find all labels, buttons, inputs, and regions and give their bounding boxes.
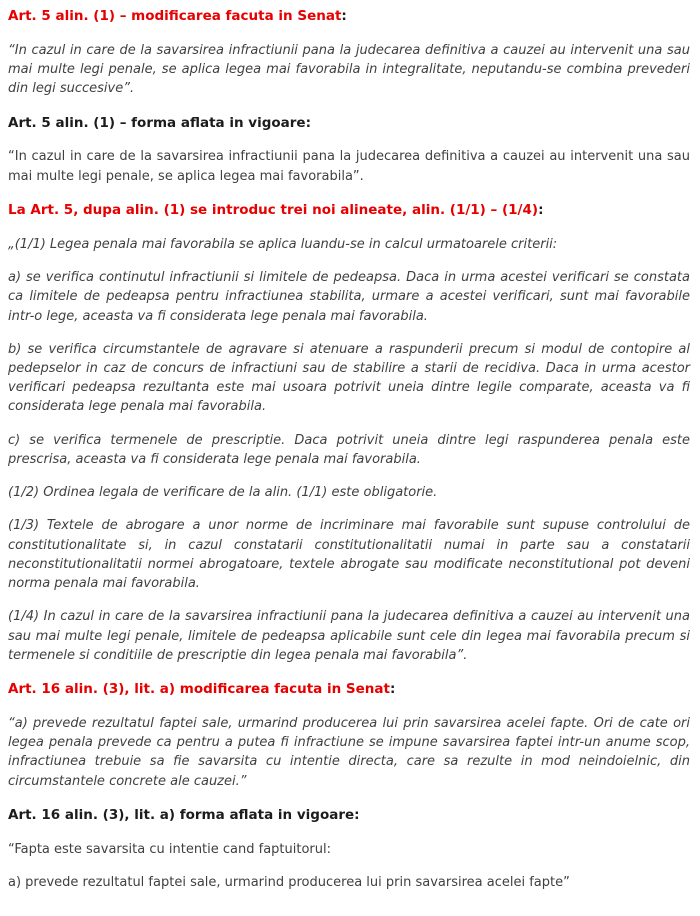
heading-colon: : bbox=[389, 681, 396, 698]
heading-colon: : bbox=[538, 201, 544, 218]
heading-art16-current-form: Art. 16 alin. (3), lit. a) forma aflata in vigoare: bbox=[8, 806, 360, 823]
para-alin-1-1: „(1/1) Legea penala mai favorabila se aplica luandu-se in calcul urmatoarele criterii: bbox=[8, 236, 558, 252]
para-art16-current-intro: “Fapta este savarsita cu intentie cand faptuitorul: bbox=[8, 841, 332, 857]
heading-art5-new-paragraphs bbox=[8, 201, 690, 220]
para-alin-1-3: (1/3) Textele de abrogare a unor norme de incriminare mai favorabile sunt supuse controlului de constitutionalitate si, in cazul constatarii constitutionalitatii numai in parte sau a constatarii neconstitutionalitatii normei abrogatoare, textele abrogate sau modificate neconstitutional pot deveni norma penala mai favorabila. bbox=[8, 518, 690, 592]
para-alin-1-4: (1/4) In cazul in care de la savarsirea infractiunii pana la judecarea definitiva a cauzei au intervenit una sau mai multe legi penale, limitele de pedeapsa aplicabile sunt cele din legea mai favorabila precum si termenele si conditiile de prescriptie din legea penala mai favorabila”. bbox=[8, 609, 690, 663]
para-criterion-c: c) se verifica termenele de prescriptie. Daca potrivit uneia dintre legi raspunderea penala este prescrisa, aceasta va fi considerata lege penala mai favorabila. bbox=[8, 432, 690, 467]
heading-text: Art. 5 alin. (1) – modificarea facuta in Senat bbox=[8, 8, 342, 24]
heading-art5-current-form: Art. 5 alin. (1) – forma aflata in vigoare: bbox=[8, 114, 311, 131]
para-alin-1-2: (1/2) Ordinea legala de verificare de la alin. (1/1) este obligatorie. bbox=[8, 485, 438, 501]
para-criterion-b: b) se verifica circumstantele de agravare si atenuare a raspunderii precum si modul de contopire al pedepselor in caz de concurs de infractiuni sau de stabilire a starii de recidiva. Daca in urma acestor verificari pedeapsa rezultanta este mai usoara potrivit uneia dintre legile comparate, aceasta va fi considerata lege penala mai favorabila. bbox=[8, 341, 690, 415]
heading-art16-senate-amendment bbox=[8, 680, 690, 699]
heading-text: La Art. 5, dupa alin. (1) se introduc trei noi alineate, alin. (1/1) – (1/4) bbox=[8, 201, 539, 218]
para-art16-amended-text: “a) prevede rezultatul faptei sale, urmarind producerea lui prin savarsirea acelei fapte. Ori de cate ori legea penala prevede ca pentru a putea fi infractiune se impune savarsirea faptei intr-un anume scop, infractiunea trebuie sa fie savarsita cu intentie directa, care sa rezulte in mod neindoielnic, din circumstantele concrete ale cauzei.” bbox=[8, 715, 690, 789]
para-art16-current-lit-a: a) prevede rezultatul faptei sale, urmarind producerea lui prin savarsirea acelei fapte” bbox=[8, 875, 570, 891]
para-criterion-a: a) se verifica continutul infractiunii si limitele de pedeapsa. Daca in urma acestei verificari se constata ca limitele de pedeapsa pentru infractiunea stabilita, urmare a acestei verificari, sunt mai favorabile intr-o lege, aceasta va fi considerata lege penala mai favorabila. bbox=[8, 270, 690, 324]
para-art5-amended-text: “In cazul in care de la savarsirea infractiunii pana la judecarea definitiva a cauzei au intervenit una sau mai multe legi penale, se aplica legea mai favorabila in integralitate, neputandu-se combina prevederi din legi succesive”. bbox=[8, 42, 690, 97]
heading-art5-senate-amendment bbox=[8, 7, 690, 26]
heading-text: Art. 16 alin. (3), lit. a) modificarea facuta in Senat bbox=[8, 681, 390, 698]
heading-colon: : bbox=[341, 8, 347, 24]
para-art5-current-text: “In cazul in care de la savarsirea infractiunii pana la judecarea definitiva a cauzei au intervenit una sau mai multe legi penale, se aplica legea mai favorabila”. bbox=[8, 149, 690, 184]
